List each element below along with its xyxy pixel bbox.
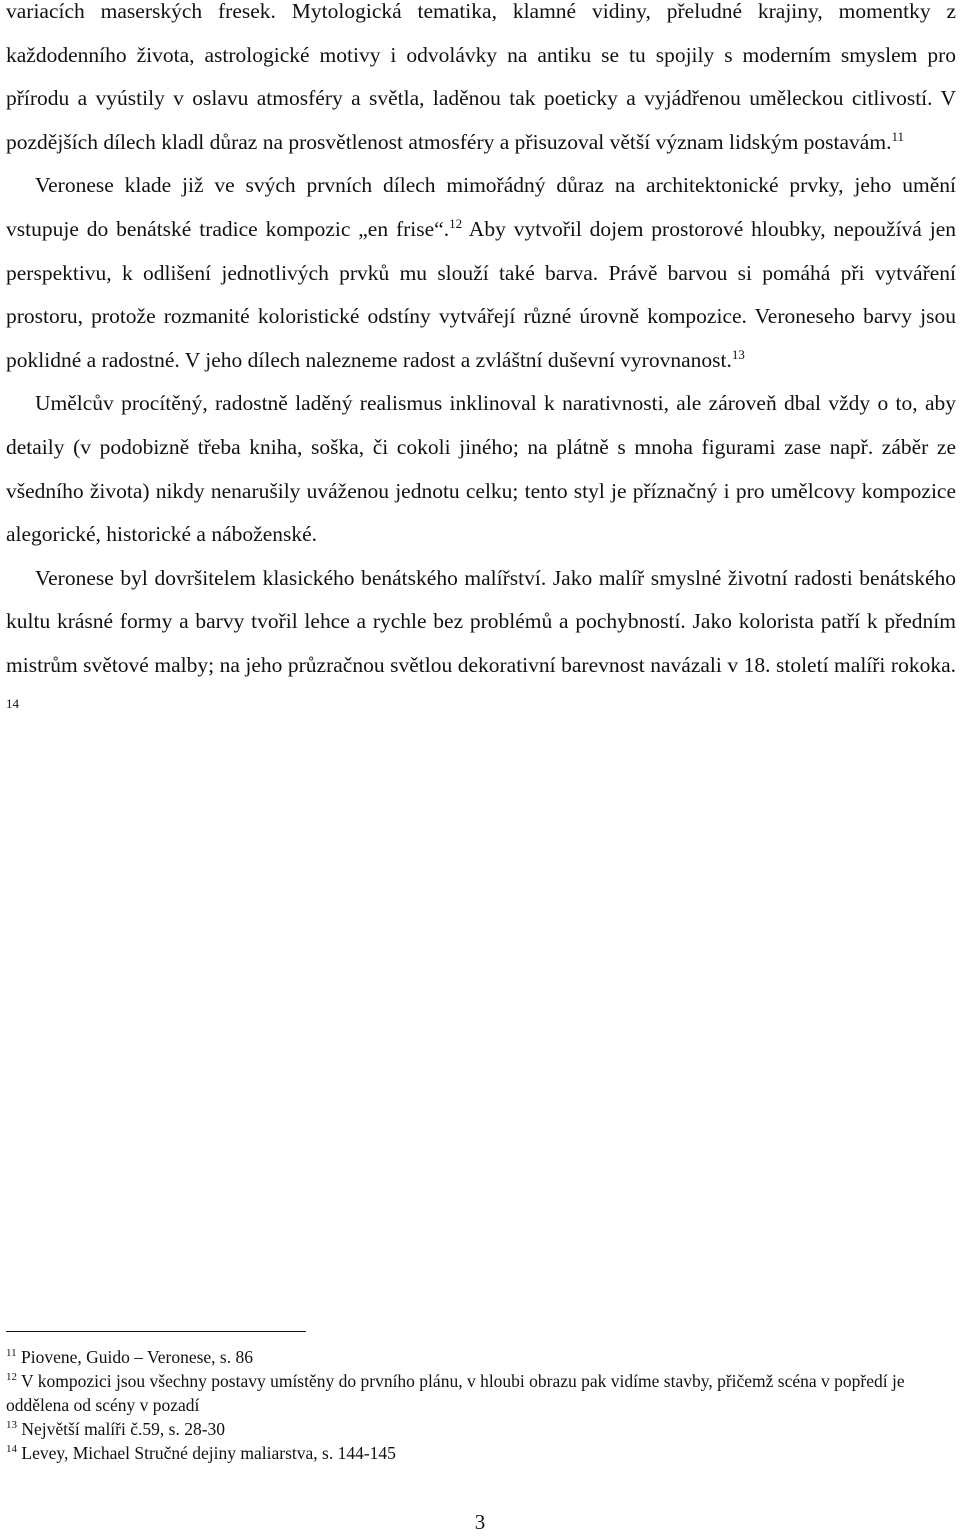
body-text [6, 0, 956, 731]
footnote-text: Piovene, Guido – Veronese, s. 86 [16, 1347, 253, 1367]
footnote-13 [6, 1417, 936, 1441]
footnote-text: V kompozici jsou všechny postavy umístěny do prvního plánu, v hloubi obrazu pak vidíme stavby, přičemž scéna v popředí je oddělena od scény v pozadí [6, 1371, 905, 1415]
footnote-ref-12[interactable]: 12 [449, 215, 463, 231]
footnote-text: Největší malíři č.59, s. 28-30 [17, 1419, 226, 1439]
footnote-ref-14[interactable]: 14 [6, 695, 19, 711]
footnote-14 [6, 1441, 936, 1465]
page-number: 3 [474, 1510, 486, 1534]
footnote-number: 13 [6, 1419, 17, 1432]
footnote-number: 11 [6, 1347, 17, 1360]
paragraph-3-text: Umělcův procítěný, radostně laděný realismus inklinoval k narativnosti, ale zároveň dbal vždy o to, aby detaily (v podobizně třeba kniha, soška, či cokoli jiného; na plátně s mnoha figurami zase např. záběr ze všedního života) nikdy nenarušily uváženou jednotu celku; tento styl je příznačný i pro umělcovy kompozice alegorické, historické a náboženské. [6, 391, 956, 547]
paragraph-4-text: Veronese byl dovršitelem klasického benátského malířství. Jako malíř smyslné životní radosti benátského kultu krásné formy a barvy tvořil lehce a rychle bez problémů a pochybností. Jako kolorista patří k předním mistrům světové malby; na jeho průzračnou světlou dekorativní barevnost navázali v 18. století malíři rokoka. [6, 565, 956, 677]
footnote-separator [6, 1331, 306, 1332]
paragraph-3 [6, 382, 956, 556]
footnote-12 [6, 1369, 936, 1417]
paragraph-2-text-b: Aby vytvořil dojem prostorové hloubky, nepoužívá jen perspektivu, k odlišení jednotlivých prvků mu slouží také barva. Právě barvou si pomáhá při vytváření prostoru, protože rozmanité koloristické odstíny vytvářejí různé úrovně kompozice. Veroneseho barvy jsou poklidné a radostné. V jeho dílech nalezneme radost a zvláštní duševní vyrovnanost. [6, 216, 956, 372]
footnote-text: Levey, Michael Stručné dejiny maliarstva, s. 144-145 [17, 1443, 396, 1463]
paragraph-1-text: variacích maserských fresek. Mytologická tematika, klamné vidiny, přeludné krajiny, momentky z každodenního života, astrologické motivy i odvolávky na antiku se tu spojily s moderním smyslem pro přírodu a vyústily v oslavu atmosféry a světla, laděnou tak poeticky a vyjádřenou uměleckou citlivostí. V pozdějších dílech kladl důraz na prosvětlenost atmosféry a přisuzoval větší význam lidským postavám. [6, 0, 956, 154]
paragraph-2 [6, 164, 956, 382]
footnote-ref-11[interactable]: 11 [891, 128, 904, 144]
footnote-number: 14 [6, 1443, 17, 1456]
footnote-ref-13[interactable]: 13 [731, 346, 745, 362]
paragraph-4 [6, 557, 956, 731]
footnotes [6, 1345, 936, 1465]
paragraph-2-text-a: Veronese klade již ve svých prvních dílech mimořádný důraz na architektonické prvky, jeho umění vstupuje do benátské tradice kompozic „en frise“. [6, 173, 956, 241]
paragraph-1 [6, 0, 956, 164]
footnote-number: 12 [6, 1371, 17, 1384]
footnote-11 [6, 1345, 936, 1369]
